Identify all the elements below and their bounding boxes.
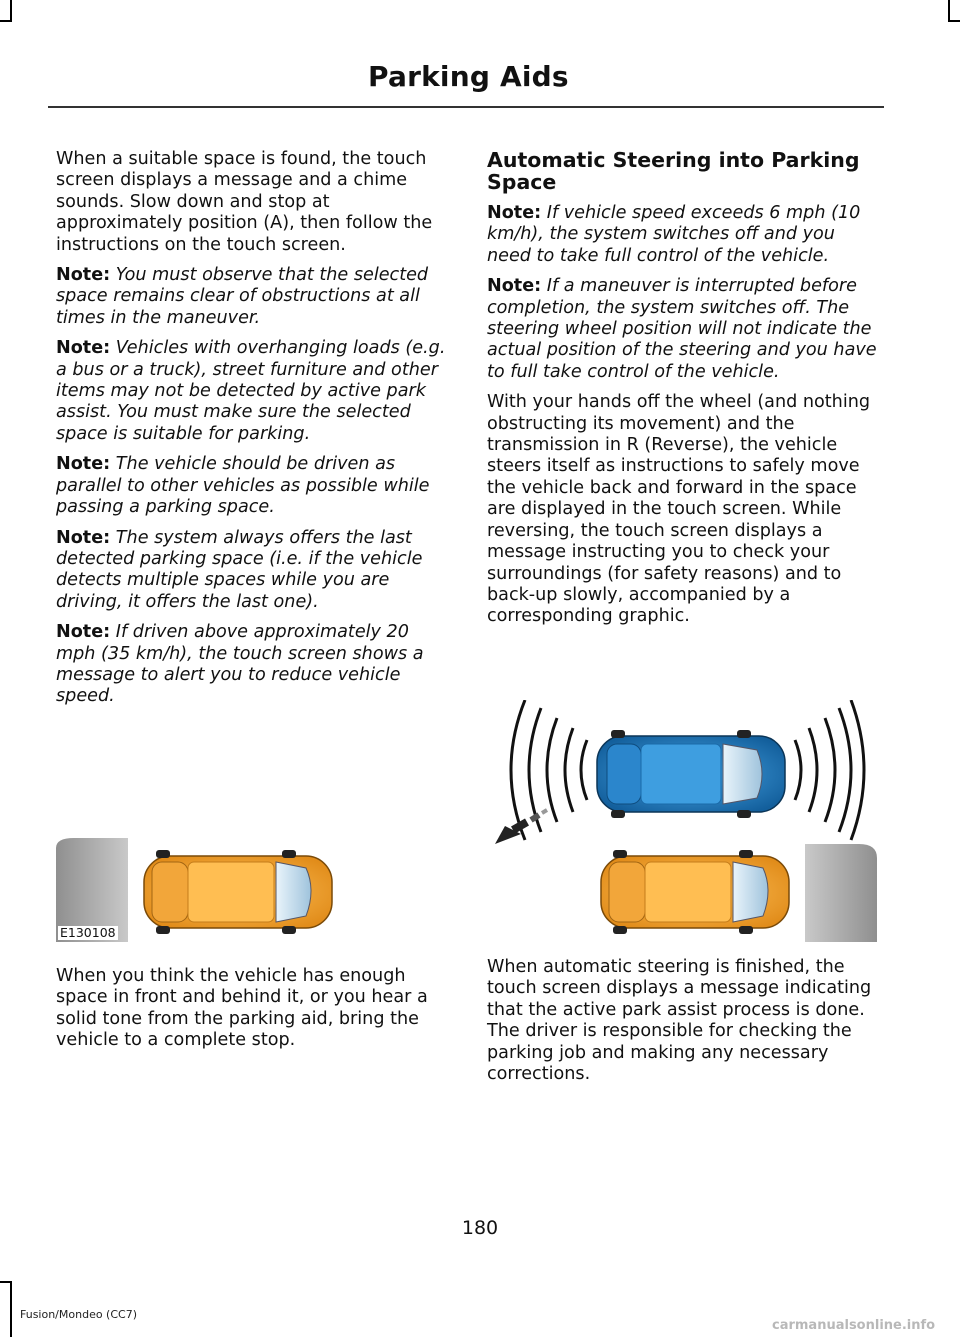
crop-mark-bottom-left-h [0, 1281, 12, 1283]
crop-mark-bottom-left-v [10, 1281, 12, 1337]
note: Note: Vehicles with overhanging loads (e.g. a bus or a truck), street furniture and other items may not be detected by active park assist. You must make sure the selected space is suitable for parking. [56, 338, 446, 444]
right-after-figure [487, 957, 882, 1094]
note: Note: The vehicle should be driven as parallel to other vehicles as possible while passing a parking space. [56, 454, 430, 518]
crop-mark-top-left-h [0, 20, 12, 22]
after-figure-paragraph: When automatic steering is finished, the touch screen displays a message indicating that the active park assist process is done. The driver is responsible for checking the parking job and making any necessary corrections. [487, 957, 872, 1085]
page-title: Parking Aids [368, 60, 569, 93]
section-heading: Automatic Steering into Parking Space [487, 148, 860, 194]
crop-mark-top-right-v [948, 0, 950, 22]
note: Note: You must observe that the selected space remains clear of obstructions at all times in the maneuver. [56, 265, 429, 328]
intro-paragraph: When a suitable space is found, the touch screen displays a message and a chime sounds. Slow down and stop at approximately position (A), then follow the instructions on the touch screen. [56, 149, 433, 255]
page-number: 180 [461, 1217, 499, 1239]
orange-car [144, 850, 332, 934]
figure-parked-car [56, 838, 448, 942]
note: Note: If driven above approximately 20 mph (35 km/h), the touch screen shows a message to alert you to reduce vehicle speed. [56, 622, 424, 707]
sensor-waves-rear [511, 700, 587, 840]
figure-automatic-steering [487, 700, 877, 942]
watermark: carmanualsonline.info [772, 1318, 936, 1333]
note: Note: If a maneuver is interrupted before completion, the system switches off. The steering wheel position will not indicate the actual position of the steering and you have to full take control of the vehicle. [487, 276, 877, 382]
sensor-waves-front [795, 700, 864, 840]
footer-model: Fusion/Mondeo (CC7) [20, 1308, 138, 1321]
figure-label: E130108 [60, 925, 116, 940]
left-after-figure [56, 966, 448, 1061]
right-column [487, 149, 882, 637]
orange-car [601, 850, 789, 934]
body-paragraph: With your hands off the wheel (and nothing obstructing its movement) and the transmission in R (Reverse), the vehicle steers itself as instructions to safely move the vehicle back and forward in the space are displayed in the touch screen. While reversing, the touch screen displays a message instructing you to check your surroundings (for safety reasons) and to back-up slowly, accompanied by a corresponding graphic. [487, 392, 871, 627]
header-rule [48, 106, 884, 108]
curb-block [805, 844, 877, 942]
blue-car [597, 730, 785, 818]
after-figure-paragraph: When you think the vehicle has enough space in front and behind it, or you hear a solid tone from the parking aid, bring the vehicle to a complete stop. [56, 966, 428, 1051]
note: Note: The system always offers the last detected parking space (i.e. if the vehicle detects multiple spaces while you are driving, it offers the last one). [56, 527, 423, 612]
note: Note: If vehicle speed exceeds 6 mph (10 km/h), the system switches off and you need to take full control of the vehicle. [487, 203, 861, 266]
crop-mark-top-right-h [948, 20, 960, 22]
automatic-steering-illustration [487, 700, 877, 942]
left-column [56, 149, 448, 717]
crop-mark-top-left-v [10, 0, 12, 22]
